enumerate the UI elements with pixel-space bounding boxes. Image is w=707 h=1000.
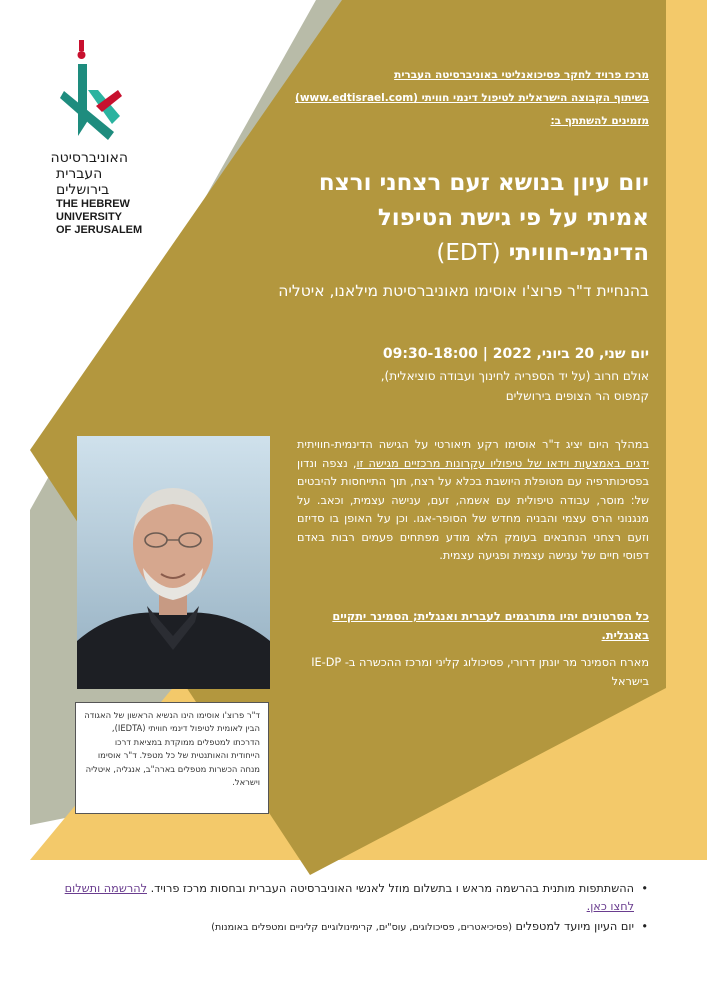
event-title bbox=[229, 166, 649, 271]
footer-notes bbox=[40, 880, 650, 939]
lecturer-bio-box: ד"ר פרוצ'ו אוסימו הינו הנשיא הראשון של האגודה הבין לאומית לטיפול דינמי חוויתי (IEDTA), הדרכתו למטפלים ממוקדת במציאת דרכו הייחודית והאותנטית של כל מטפל. ד"ר אוסימו מנחה הכשרות מטפלים בארה"ב, אנגליה, איטליה וישראל. bbox=[75, 702, 269, 814]
university-name-en-2: UNIVERSITY bbox=[56, 211, 123, 223]
host-line-1: מרכז פרויד לחקר פסיכואנליטי באוניברסיטה העברית bbox=[394, 69, 649, 81]
description-part-1: במהלך היום יציג ד"ר אוסימו רקע תיאורטי על הגישה הדינמית-חוויתית bbox=[297, 438, 649, 451]
venue-line-1: אולם חרוב (על יד הספריה לחינוך ועבודה סוציאלית), bbox=[380, 369, 649, 383]
university-name-he-3: בירושלים bbox=[56, 182, 110, 198]
footer-list bbox=[40, 880, 650, 937]
title-edt-abbr: (EDT) bbox=[436, 240, 501, 266]
event-description bbox=[297, 436, 649, 566]
translation-note: כל הסרטונים יהיו מתורגמים לעברית ואנגלית; הסמינר יתקיים באנגלית. bbox=[332, 610, 649, 642]
university-name bbox=[50, 150, 143, 237]
host-line-2: בשיתוף הקבוצה הישראלית לטיפול דינמי חוויתי (www.edtisrael.com) bbox=[295, 92, 649, 104]
event-datetime: יום שני, 20 ביוני, 2022 | 09:30-18:00 bbox=[382, 346, 649, 362]
title-line-3-text: הדינמי-חוויתי bbox=[508, 240, 649, 266]
title-line-2: אמיתי על פי גישת הטיפול bbox=[377, 205, 649, 231]
audience-detail: (פסיכיאטרים, פסיכולוגים, עוס"ים, קרימינולוגיים קליניים ומטפלים באומנות) bbox=[211, 922, 512, 933]
lecturer-photo bbox=[77, 436, 270, 689]
description-part-3: , נצפה ונדון בפסיכותרפיה עם מטופלת היושבת בכלא על רצח, תוך התייחסות להיבטים של: מוסר, עבודה טיפולית עם אשמה, זעם, ענישה עצמית, וכאב. על מנגנוני הרס עצמי והבניה מחדש של הסופר-אגו. וכן על האופן בו סדיזם וזעם רצחני הנחבאים בעומק הלא מודע מפתחים פעמים רבות באדם דפוסי חיים של ענישה עצמית ופגיעה עצמית. bbox=[297, 456, 649, 562]
university-name-he-2: העברית bbox=[56, 166, 103, 182]
host-block bbox=[249, 64, 649, 133]
description-part-2: ידגים באמצעות וידאו של טיפוליו עקרונות מרכזיים מגישה זו bbox=[356, 456, 649, 470]
title-line-3 bbox=[229, 236, 649, 271]
logo-mark-icon bbox=[56, 36, 136, 146]
registration-link[interactable]: להרשמה ותשלום לחצו כאן. bbox=[64, 882, 634, 913]
audience-text: יום העיון מיועד למטפלים bbox=[515, 920, 634, 933]
event-venue bbox=[249, 366, 649, 406]
footer-item-registration bbox=[40, 880, 634, 916]
registration-text: ההשתתפות מותנית בהרשמה מראש ו בתשלום מוזל לאנשי האוניברסיטה העברית ובחסות מרכז פרויד. bbox=[150, 882, 634, 895]
lecturer-line: בהנחיית ד"ר פרוצ'ו אוסימו מאוניברסיטת מילאנו, איטליה bbox=[278, 282, 649, 300]
university-name-he-1: האוניברסיטה bbox=[50, 150, 128, 166]
university-name-en-1: THE HEBREW bbox=[56, 198, 130, 210]
host-line-3: מזמינים להשתתף ב: bbox=[550, 115, 649, 127]
footer-item-audience bbox=[40, 918, 634, 937]
lecturer-portrait-image bbox=[77, 436, 270, 689]
university-name-en-3: OF JERUSALEM bbox=[56, 224, 143, 236]
title-line-1: יום עיון בנושא זעם רצחני ורצח bbox=[318, 170, 649, 196]
venue-line-2: קמפוס הר הצופים בירושלים bbox=[505, 389, 649, 403]
moderator-line: מארח הסמינר מר יונתן דרורי, פסיכולוג קליני ומרכז ההכשרה ב- IE-DP בישראל bbox=[311, 656, 649, 688]
